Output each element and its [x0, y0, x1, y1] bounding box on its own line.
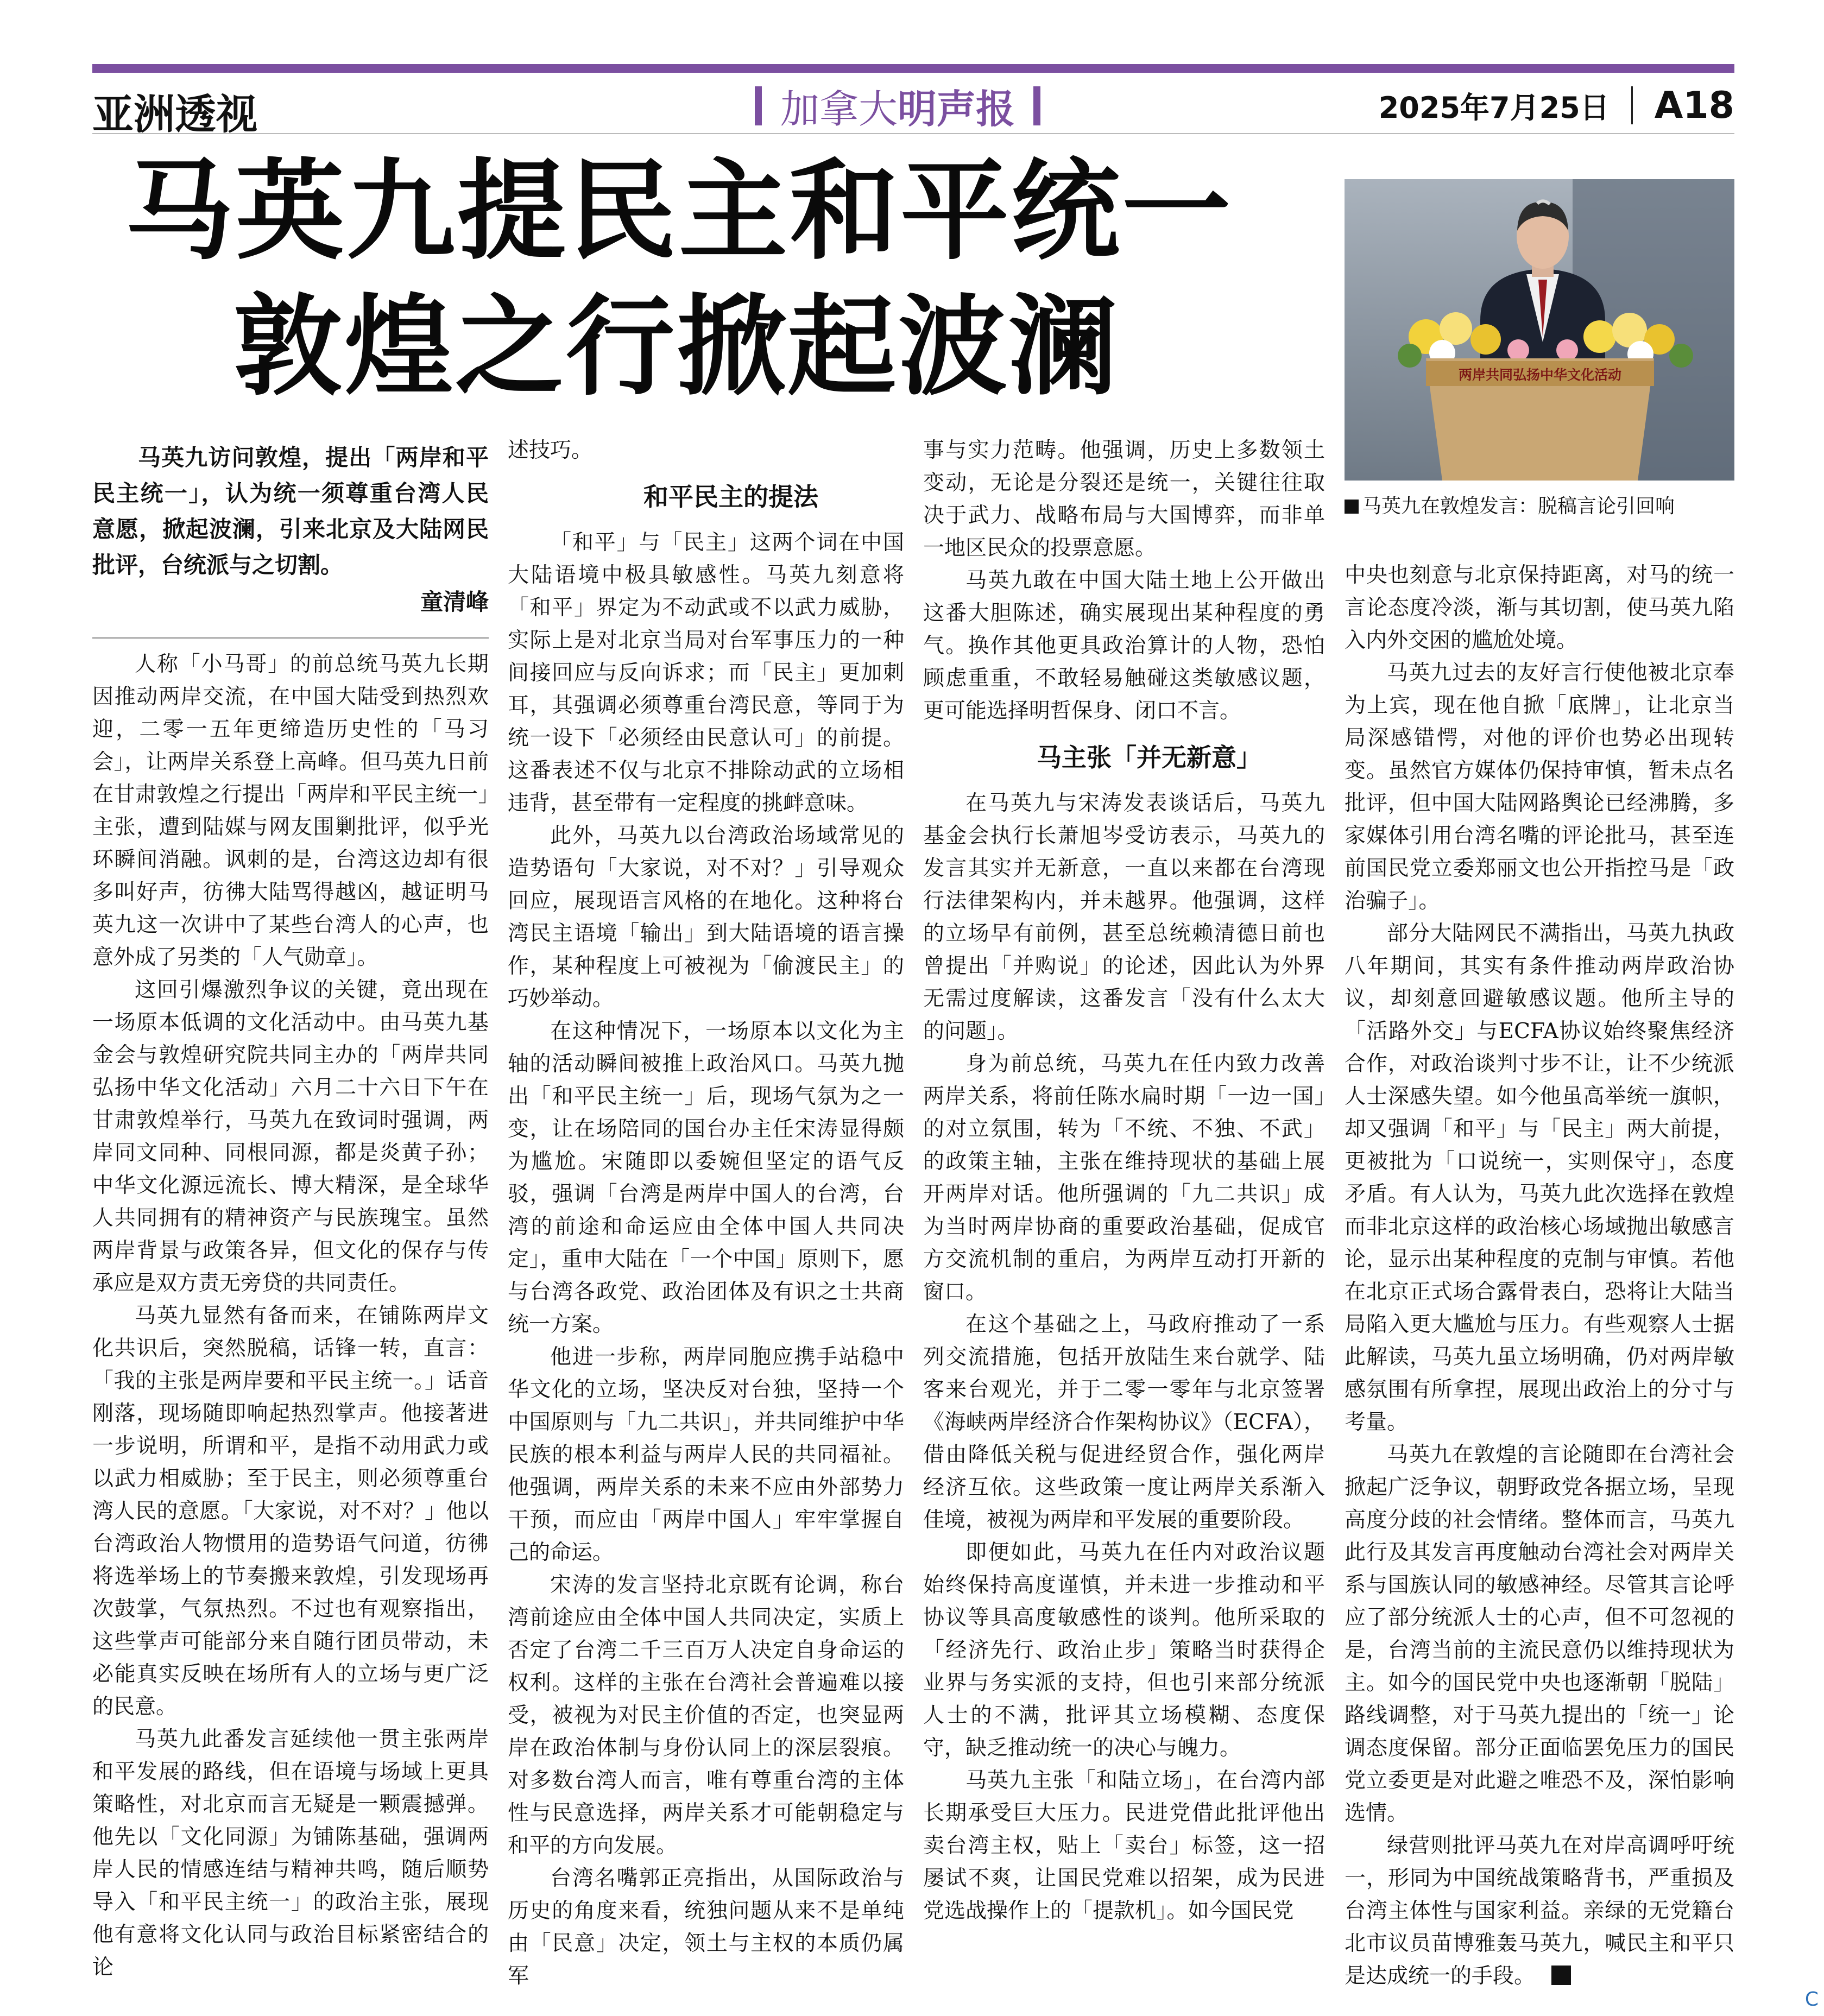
page-number: A18	[1654, 84, 1734, 127]
corner-mark: C	[1804, 1988, 1819, 2011]
byline: 童清峰	[420, 589, 489, 615]
issue-date: 2025年7月25日	[1378, 90, 1610, 125]
end-of-article-icon	[1551, 1966, 1571, 1985]
podium-banner-text: 两岸共同弘扬中华文化活动	[1458, 367, 1622, 383]
paragraph: 在马英九与宋涛发表谈话后，马英九基金会执行长萧旭岑受访表示，马英九的发言其实并无新意，一直以来都在台湾现行法律架构内，并未越界。他强调，这样的立场早有前例，甚至总统赖清德日前也曾提出「并购说」的论述，因此认为外界无需过度解读，这番发言「没有什么太大的问题」。	[923, 791, 1325, 1044]
masthead-paper-name: 明声报	[898, 86, 1015, 132]
caption-marker-icon	[1345, 500, 1359, 514]
paragraph-continued: 事与实力范畴。他强调，历史上多数领土变动，无论是分裂还是统一，关键往往取决于武力、战略布局与大国博弈，而非单一地区民众的投票意愿。	[923, 438, 1325, 560]
paragraph: 马英九显然有备而来，在铺陈两岸文化共识后，突然脱稿，话锋一转，直言：「我的主张是两岸要和平民主统一。」话音刚落，现场随即响起热烈掌声。他接著进一步说明，所谓和平，是指不动用武力或以武力相威胁；至于民主，则必须尊重台湾人民的意愿。「大家说，对不对？」他以台湾政治人物惯用的造势语气问道，彷彿将选举场上的节奏搬来敦煌，引发现场再次鼓掌，气氛热烈。不过也有观察指出，这些掌声可能部分来自随行团员带动，未必能真实反映在场所有人的立场与更广泛的民意。	[92, 1304, 489, 1719]
paragraph: 「和平」与「民主」这两个词在中国大陆语境中极具敏感性。马英九刻意将「和平」界定为不动武或不以武力威胁，实际上是对北京当局对台军事压力的一种间接回应与反向诉求；而「民主」更加刺耳，其强调必须尊重台湾民意，等同于为统一设下「必须经由民意认可」的前提。这番表述不仅与北京不排除动武的立场相违背，甚至带有一定程度的挑衅意味。	[508, 530, 904, 816]
page-header	[92, 81, 1734, 138]
caption-text: 马英九在敦煌发言：脱稿言论引回响	[1362, 495, 1675, 517]
paragraph: 马英九过去的友好言行使他被北京奉为上宾，现在他自掀「底牌」，让北京当局深感错愕，对他的评价也势必出现转变。虽然官方媒体仍保持审慎，暂未点名批评，但中国大陆网路舆论已经沸腾，多家媒体引用台湾名嘴的评论批马，甚至连前国民党立委郑丽文也公开指控马是「政治骗子」。	[1345, 661, 1734, 913]
paragraph-continued: 述技巧。	[508, 438, 593, 463]
dateline-divider	[1631, 86, 1633, 124]
subhead: 和平民主的提法	[643, 482, 818, 511]
article-column-3	[923, 434, 1325, 1938]
paragraph: 即便如此，马英九在任内对政治议题始终保持高度谨慎，并未进一步推动和平协议等具高度敏感性的谈判。他所采取的「经济先行、政治止步」策略当时获得企业界与务实派的支持，但也引来部分统派人士的不满，批评其立场模糊、态度保守，缺乏推动统一的决心与魄力。	[923, 1540, 1325, 1760]
paragraph: 他进一步称，两岸同胞应携手站稳中华文化的立场，坚决反对台独，坚持一个中国原则与「九二共识」，并共同维护中华民族的根本利益与两岸人民的共同福祉。他强调，两岸关系的未来不应由外部势力干预，而应由「两岸中国人」牢牢掌握自己的命运。	[508, 1345, 904, 1565]
paragraph: 马英九此番发言延续他一贯主张两岸和平发展的路线，但在语境与场域上更具策略性，对北京而言无疑是一颗震撼弹。他先以「文化同源」为铺陈基础，强调两岸人民的情感连结与精神共鸣，随后顺势导入「和平民主统一」的政治主张，展现他有意将文化认同与政治目标紧密结合的论	[92, 1727, 489, 1980]
dateline	[1379, 84, 1734, 127]
paragraph: 在这个基础之上，马政府推动了一系列交流措施，包括开放陆生来台就学、陆客来台观光，并于二零一零年与北京签署《海峡两岸经济合作架构协议》（ECFA），借由降低关税与促进经贸合作，强化两岸经济互依。这些政策一度让两岸关系渐入佳境，被视为两岸和平发展的重要阶段。	[923, 1312, 1325, 1532]
headline	[125, 144, 1320, 415]
lede-divider	[92, 637, 489, 639]
paragraph: 部分大陆网民不满指出，马英九执政八年期间，其实有条件推动两岸政治协议，却刻意回避敏感议题。他所主导的「活路外交」与ECFA协议始终聚焦经济合作，对政治谈判寸步不让，让不少统派人士深感失望。如今他虽高举统一旗帜，却又强调「和平」与「民主」两大前提，更被批为「口说统一，实则保守」，态度矛盾。有人认为，马英九此次选择在敦煌而非北京这样的政治核心场域抛出敏感言论，显示出某种程度的克制与审慎。若他在北京正式场合露骨表白，恐将让大陆当局陷入更大尴尬与压力。有些观察人士据此解读，马英九虽立场明确，仍对两岸敏感氛围有所拿捏，展现出政治上的分寸与考量。	[1345, 921, 1734, 1434]
paragraph: 身为前总统，马英九在任内致力改善两岸关系，将前任陈水扁时期「一边一国」的对立氛围，转为「不统、不独、不武」的政策主轴，主张在维持现状的基础上展开两岸对话。他所强调的「九二共识」成为当时两岸协商的重要政治基础，促成官方交流机制的重启，为两岸互动打开新的窗口。	[923, 1052, 1325, 1304]
paragraph: 在这种情况下，一场原本以文化为主轴的活动瞬间被推上政治风口。马英九抛出「和平民主统一」后，现场气氛为之一变，让在场陪同的国台办主任宋涛显得颇为尴尬。宋随即以委婉但坚定的语气反驳，强调「台湾是两岸中国人的台湾，台湾的前途和命运应由全体中国人共同决定」，重申大陆在「一个中国」原则下，愿与台湾各政党、政治团体及有识之士共商统一方案。	[508, 1019, 904, 1337]
masthead-rule	[92, 64, 1734, 73]
masthead-region: 加拿大	[780, 86, 898, 132]
headline-line-2: 敦煌之行掀起波澜	[233, 284, 1120, 410]
masthead-pipe-left	[755, 86, 762, 125]
paragraph: 这回引爆激烈争议的关键，竟出现在一场原本低调的文化活动中。由马英九基金会与敦煌研究院共同主办的「两岸共同弘扬中华文化活动」六月二十六日下午在甘肃敦煌举行，马英九在致词时强调，两岸同文同种、同根同源，都是炎黄子孙；中华文化源远流长、博大精深，是全球华人共同拥有的精神资产与民族瑰宝。虽然两岸背景与政策各异，但文化的保存与传承应是双方责无旁贷的共同责任。	[92, 978, 489, 1295]
paragraph: 人称「小马哥」的前总统马英九长期因推动两岸交流，在中国大陆受到热烈欢迎，二零一五年更缔造历史性的「马习会」，让两岸关系登上高峰。但马英九日前在甘肃敦煌之行提出「两岸和平民主统一」主张，遭到陆媒与网友围剿批评，似乎光环瞬间消融。讽刺的是，台湾这边却有很多叫好声，彷彿大陆骂得越凶，越证明马英九这一次讲中了某些台湾人的心声，也意外成了另类的「人气勋章」。	[92, 652, 489, 970]
article-column-1	[92, 440, 489, 1980]
paragraph: 马英九敢在中国大陆土地上公开做出这番大胆陈述，确实展现出某种程度的勇气。换作其他更具政治算计的人物，恐怕顾虑重重，不敢轻易触碰这类敏感议题，更可能选择明哲保身、闭口不言。	[923, 568, 1325, 723]
paragraph-continued: 中央也刻意与北京保持距离，对马的统一言论态度冷淡，渐与其切割，使马英九陷入内外交困的尴尬处境。	[1345, 563, 1734, 653]
paragraph: 台湾名嘴郭正亮指出，从国际政治与历史的角度来看，统独问题从来不是单纯由「民意」决定，领土与主权的本质仍属军	[508, 1866, 904, 1988]
section-name: 亚洲透视	[92, 90, 257, 138]
masthead	[755, 81, 1040, 130]
paragraph: 宋涛的发言坚持北京既有论调，称台湾前途应由全体中国人共同决定，实质上否定了台湾二千三百万人决定自身命运的权利。这样的主张在台湾社会普遍难以接受，被视为对民主价值的否定，也突显两岸在政治体制与身份认同上的深层裂痕。对多数台湾人而言，唯有尊重台湾的主体性与民意选择，两岸关系才可能朝稳定与和平的方向发展。	[508, 1573, 904, 1858]
paragraph: 马英九在敦煌的言论随即在台湾社会掀起广泛争议，朝野政党各据立场，呈现高度分歧的社会情绪。整体而言，马英九此行及其发言再度触动台湾社会对两岸关系与国族认同的敏感神经。尽管其言论呼应了部分统派人士的心声，但不可忽视的是，台湾当前的主流民意仍以维持现状为主。如今的国民党中央也逐渐朝「脱陆」路线调整，对于马英九提出的「统一」论调态度保留。部分正面临罢免压力的国民党立委更是对此避之唯恐不及，深怕影响选情。	[1345, 1443, 1734, 1825]
article-column-2	[508, 434, 904, 1988]
paragraph-final	[1345, 1830, 1734, 1993]
article-photo	[1345, 179, 1734, 481]
photo-caption	[1345, 491, 1734, 522]
subhead: 马主张「并无新意」	[1037, 743, 1261, 772]
paragraph: 此外，马英九以台湾政治场域常见的造势语句「大家说，对不对？」引导观众回应，展现语言风格的在地化。这种将台湾民主语境「输出」到大陆语境的语言操作，某种程度上可被视为「偷渡民主」的巧妙举动。	[508, 824, 904, 1011]
headline-line-1: 马英九提民主和平统一	[125, 148, 1233, 275]
paragraph: 马英九主张「和陆立场」，在台湾内部长期承受巨大压力。民进党借此批评他出卖台湾主权，贴上「卖台」标签，这一招屡试不爽，让国民党难以招架，成为民进党选战操作上的「提款机」。如今国民党	[923, 1768, 1325, 1923]
final-paragraph-text: 绿营则批评马英九在对岸高调呼吁统一，形同为中国统战策略背书，严重损及台湾主体性与国家利益。亲绿的无党籍台北市议员苗博雅轰马英九，喊民主和平只是达成统一的手段。	[1345, 1834, 1734, 1988]
masthead-pipe-right	[1033, 86, 1040, 125]
lede: 马英九访问敦煌，提出「两岸和平民主统一」，认为统一须尊重台湾人民意愿，掀起波澜，引来北京及大陆网民批评，台统派与之切割。	[92, 444, 489, 578]
speaker-at-podium-image	[1345, 179, 1734, 481]
article-column-4	[1345, 559, 1734, 1988]
